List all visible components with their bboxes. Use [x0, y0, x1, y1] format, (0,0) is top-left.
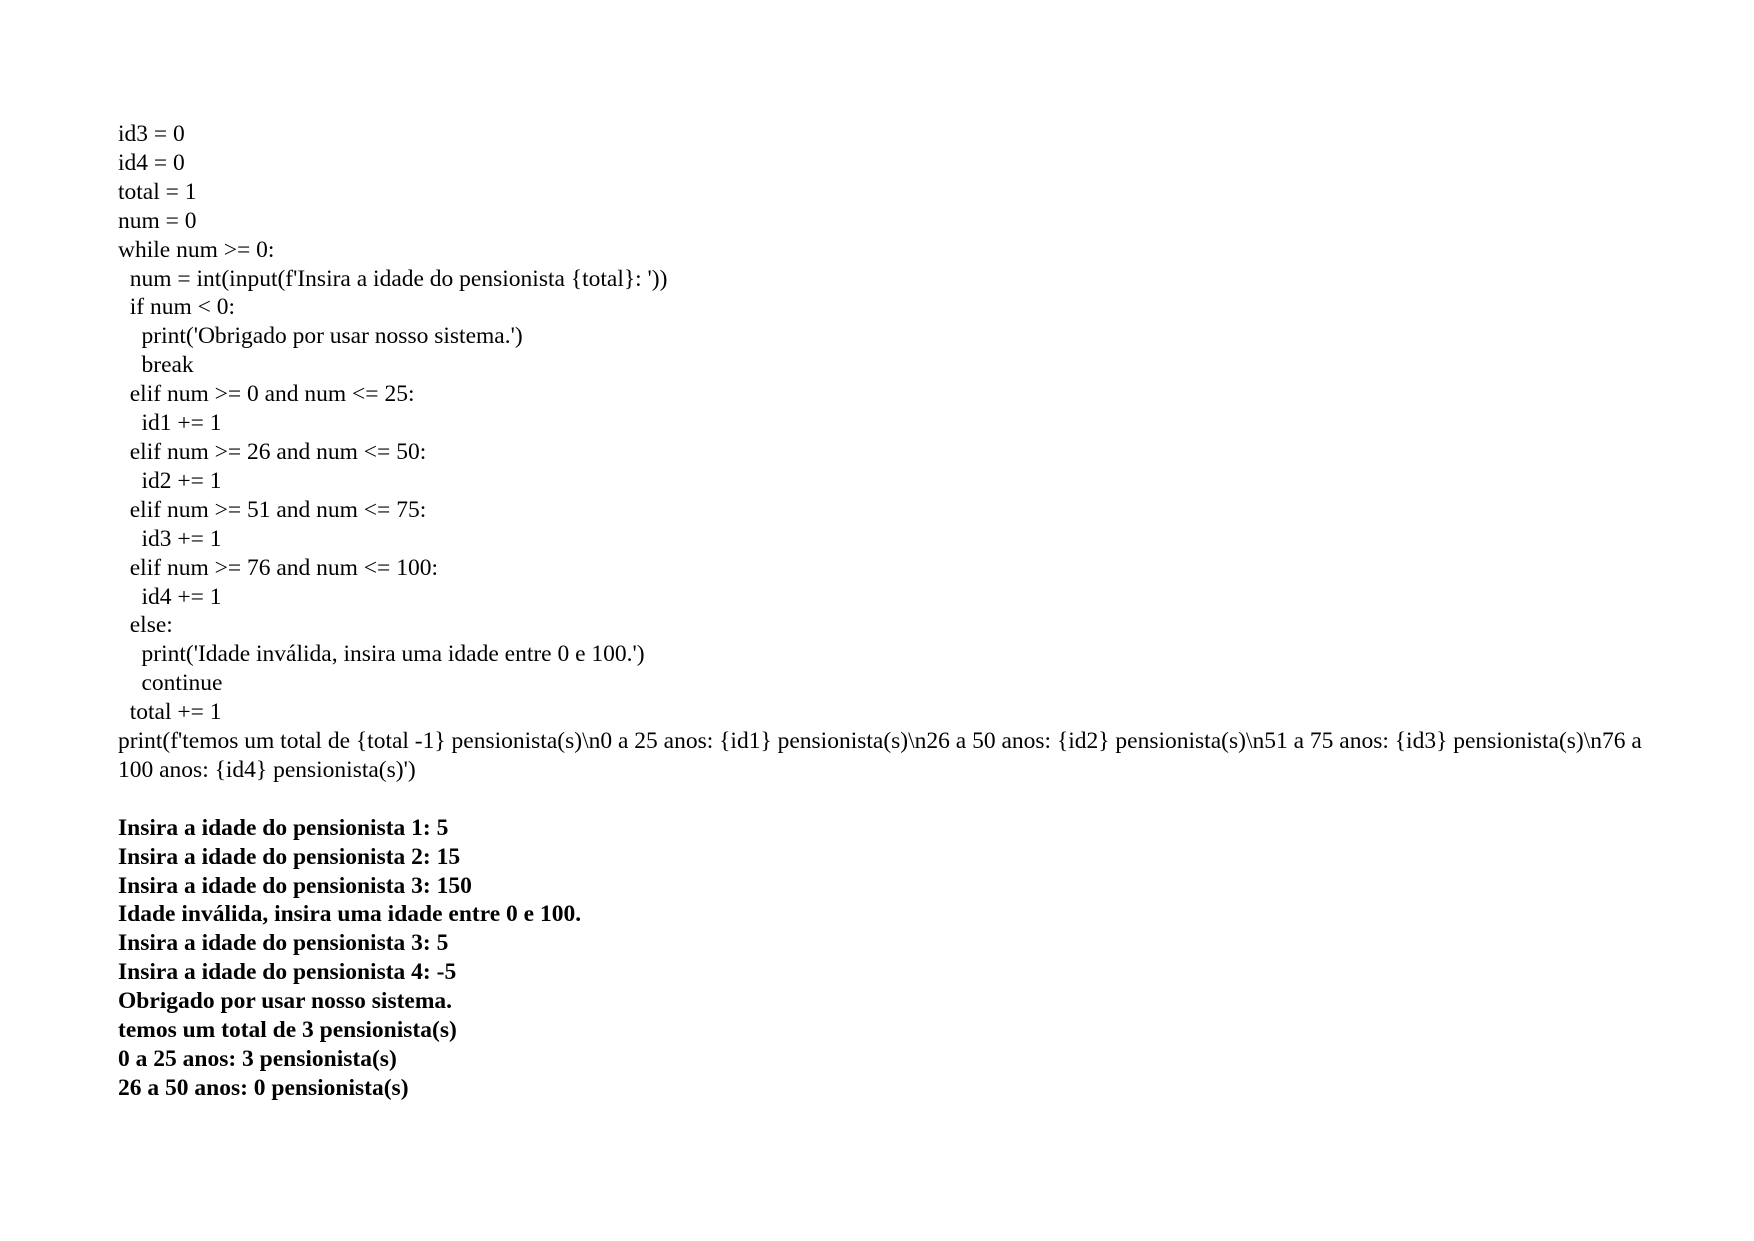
- code-line: num = int(input(f'Insira a idade do pensionista {total}: ')): [118, 265, 668, 292]
- output-line: Obrigado por usar nosso sistema.: [118, 988, 453, 1015]
- code-line: total += 1: [118, 699, 222, 726]
- code-block: [118, 120, 1658, 785]
- document-body: [118, 120, 1658, 1103]
- code-line: id2 += 1: [118, 467, 222, 494]
- code-line: else:: [118, 612, 173, 639]
- code-line: total = 1: [118, 178, 197, 205]
- code-line: while num >= 0:: [118, 236, 275, 263]
- code-line: id3 = 0: [118, 121, 185, 147]
- output-line: Insira a idade do pensionista 1: 5: [118, 814, 449, 841]
- output-line: Insira a idade do pensionista 4: -5: [118, 959, 457, 986]
- output-line: temos um total de 3 pensionista(s): [118, 1017, 457, 1044]
- code-line: elif num >= 51 and num <= 75:: [118, 496, 427, 523]
- output-line: Insira a idade do pensionista 3: 5: [118, 930, 449, 957]
- code-line: num = 0: [118, 207, 197, 234]
- output-line: 26 a 50 anos: 0 pensionista(s): [118, 1074, 409, 1101]
- code-line: print('Obrigado por usar nosso sistema.'): [118, 323, 523, 350]
- code-line: if num < 0:: [118, 294, 236, 321]
- code-line: id1 += 1: [118, 410, 222, 437]
- code-line: elif num >= 26 and num <= 50:: [118, 438, 427, 465]
- code-line: continue: [118, 670, 223, 697]
- code-line: id4 = 0: [118, 149, 185, 176]
- code-line: print('Idade inválida, insira uma idade entre 0 e 100.'): [118, 641, 645, 668]
- code-line: elif num >= 0 and num <= 25:: [118, 381, 415, 408]
- output-line: Insira a idade do pensionista 2: 15: [118, 843, 461, 870]
- output-line: 0 a 25 anos: 3 pensionista(s): [118, 1045, 397, 1072]
- program-output-block: [118, 814, 1658, 1103]
- output-line: Idade inválida, insira uma idade entre 0 e 100.: [118, 901, 582, 928]
- blank-line: [118, 785, 1658, 814]
- code-line-print-summary: print(f'temos um total de {total -1} pensionista(s)\n0 a 25 anos: {id1} pensionista(s)\n26 a 50 anos: {id2} pensionista(s)\n51 a 75 anos: {id3} pensionista(s)\n76 a 100 anos: {id4} pensionista(s)'): [118, 728, 1648, 783]
- output-line: Insira a idade do pensionista 3: 150: [118, 872, 472, 899]
- code-line: elif num >= 76 and num <= 100:: [118, 554, 438, 581]
- code-line: id3 += 1: [118, 525, 222, 552]
- code-line: id4 += 1: [118, 583, 222, 610]
- code-line: break: [118, 352, 194, 379]
